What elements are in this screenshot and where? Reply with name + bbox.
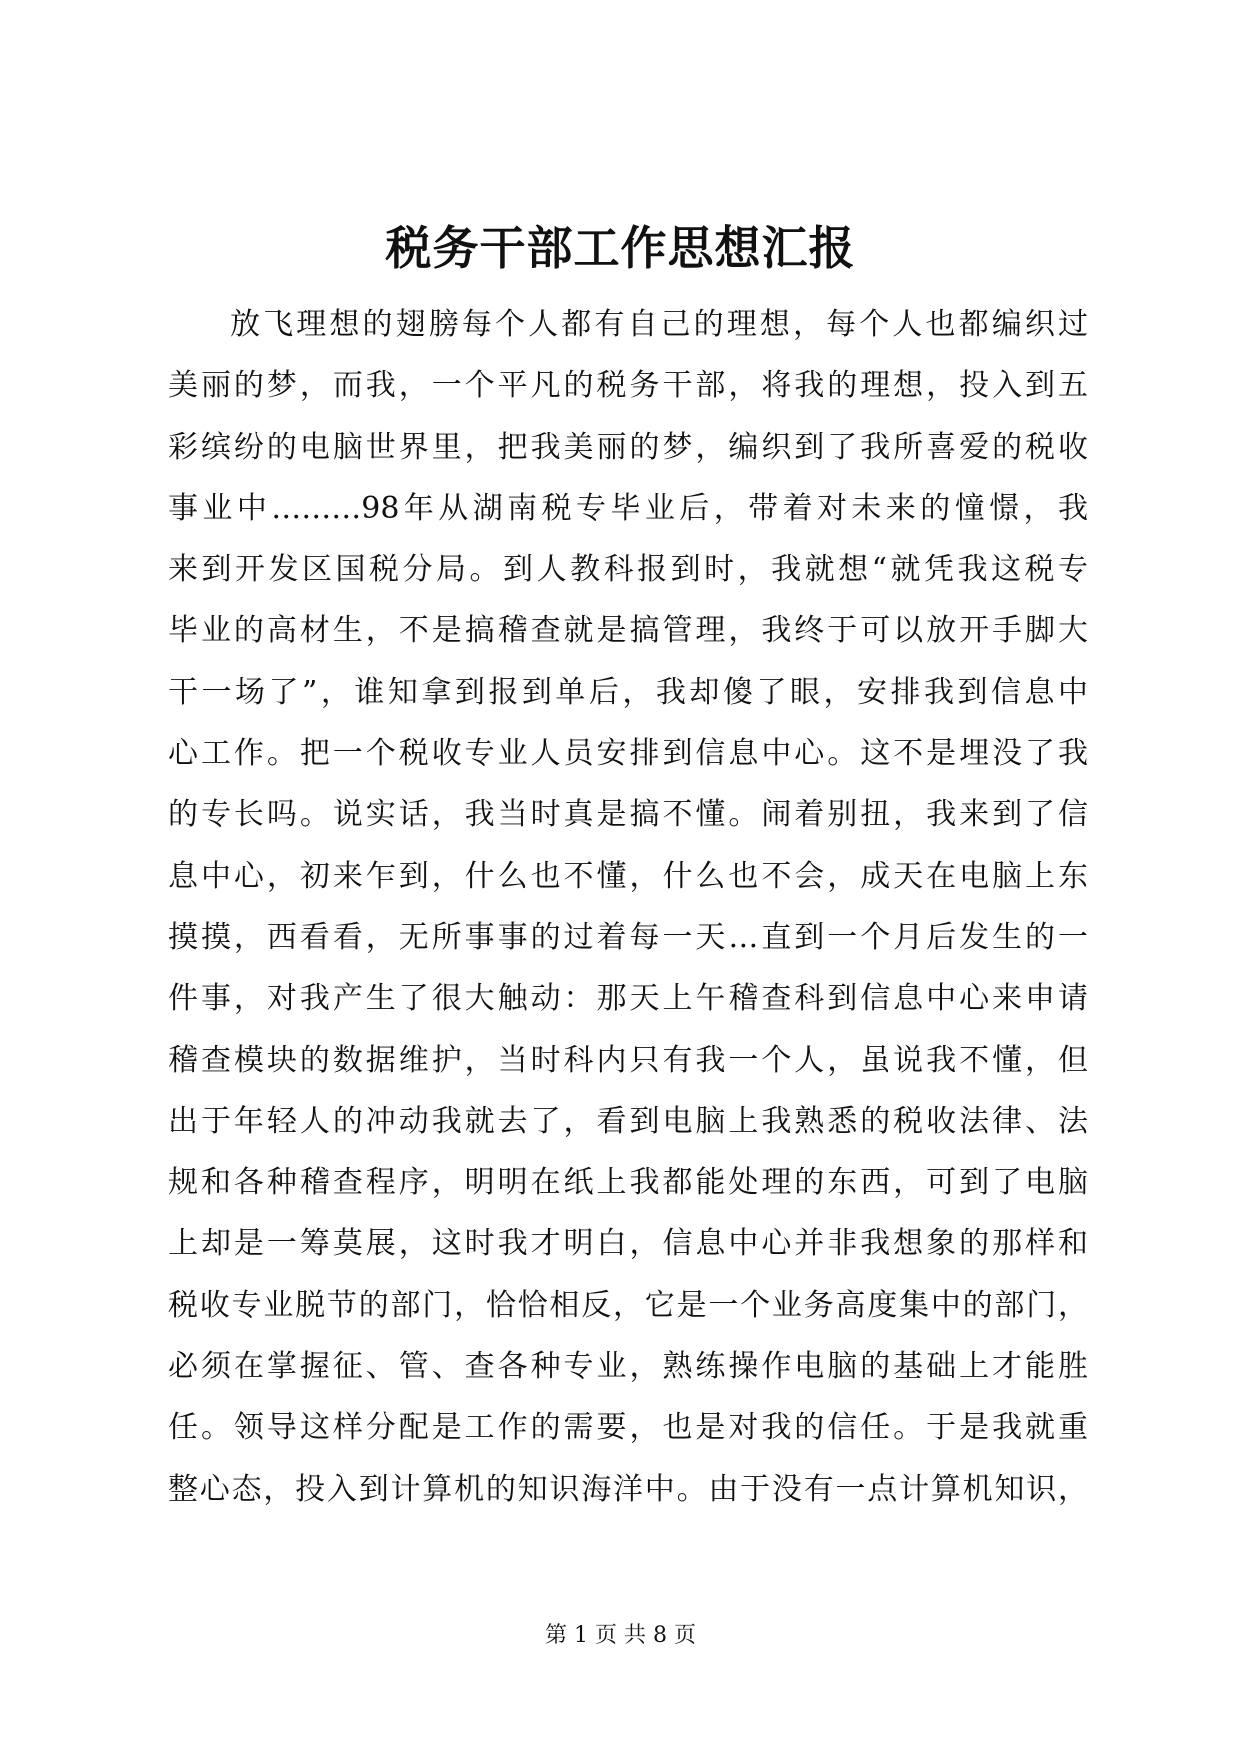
body-line: 来到开发区国税分局。到人教科报到时，我就想“就凭我这税专 [168,552,1088,588]
body-line: 的专长吗。说实话，我当时真是搞不懂。闹着别扭，我来到了信 [168,797,1088,833]
body-line: 必须在掌握征、管、查各种专业，熟练操作电脑的基础上才能胜 [168,1349,1088,1385]
document-title: 税务干部工作思想汇报 [385,221,856,275]
body-line: 件事，对我产生了很大触动：那天上午稽查科到信息中心来申请 [168,981,1088,1017]
document-body [168,294,1088,1520]
body-line: 上却是一筹莫展，这时我才明白，信息中心并非我想象的那样和 [168,1226,1088,1262]
body-line: 税收专业脱节的部门，恰恰相反，它是一个业务高度集中的部门， [168,1287,1088,1323]
body-line: 彩缤纷的电脑世界里，把我美丽的梦，编织到了我所喜爱的税收 [168,429,1088,465]
body-line: 干一场了”，谁知拿到报到单后，我却傻了眼，安排我到信息中 [168,674,1088,710]
page-number-footer: 第 1 页 共 8 页 [545,1623,696,1648]
body-line: 任。领导这样分配是工作的需要，也是对我的信任。于是我就重 [168,1410,1088,1446]
body-line: 毕业的高材生，不是搞稽查就是搞管理，我终于可以放开手脚大 [168,613,1088,649]
body-line: 美丽的梦，而我，一个平凡的税务干部，将我的理想，投入到五 [168,368,1088,404]
body-line: 整心态，投入到计算机的知识海洋中。由于没有一点计算机知识， [168,1471,1088,1507]
body-line: 息中心，初来乍到，什么也不懂，什么也不会，成天在电脑上东 [168,858,1088,894]
body-line: 规和各种稽查程序，明明在纸上我都能处理的东西，可到了电脑 [168,1165,1088,1201]
body-line: 心工作。把一个税收专业人员安排到信息中心。这不是埋没了我 [168,736,1088,772]
body-line: 事业中………98年从湖南税专毕业后，带着对未来的憧憬，我 [168,490,1088,526]
body-line: 稽查模块的数据维护，当时科内只有我一个人，虽说我不懂，但 [168,1042,1088,1078]
body-line: 出于年轻人的冲动我就去了，看到电脑上我熟悉的税收法律、法 [168,1103,1088,1139]
body-line: 摸摸，西看看，无所事事的过着每一天…直到一个月后发生的一 [168,919,1088,955]
body-line: 放飞理想的翅膀每个人都有自己的理想，每个人也都编织过 [230,307,1088,342]
